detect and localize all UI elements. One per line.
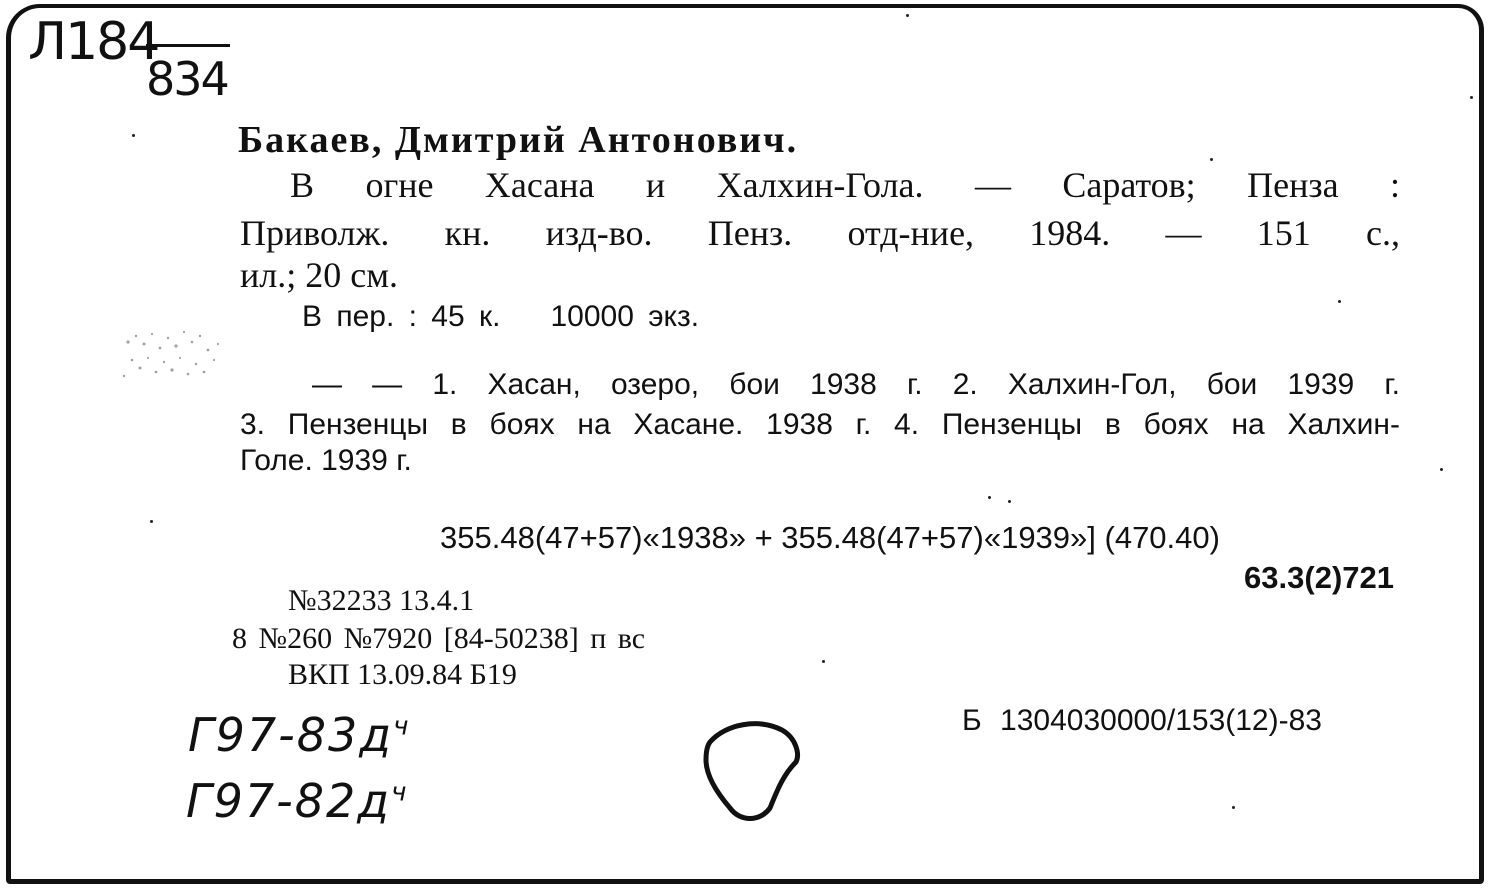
price: В пер. : 45 к. (302, 300, 501, 333)
inventory-number-1-text: Г97-83д (188, 708, 394, 762)
inventory-number-1 (188, 708, 410, 762)
author-heading: Бакаев, Дмитрий Антонович. (238, 119, 799, 161)
speck (1232, 806, 1235, 809)
inventory-number-2-text: Г97-82д (186, 774, 392, 828)
speck (906, 14, 909, 17)
hand-drawn-seal (696, 712, 808, 830)
speck (150, 520, 153, 523)
title-line-3: ил.; 20 см. (240, 255, 398, 295)
inventory-number-1-mark: ч (393, 711, 411, 742)
call-number-divider (146, 44, 230, 47)
print-run: 10000 экз. (550, 300, 700, 333)
call-number-top: Л184 (28, 12, 159, 72)
classification-udc: 355.48(47+57)«1938» + 355.48(47+57)«1939»] (470.40) (440, 520, 1220, 555)
call-number-bottom: 834 (146, 52, 228, 106)
speck (822, 660, 825, 663)
technical-line-3: ВКП 13.09.84 Б19 (288, 658, 517, 691)
speck (1008, 500, 1011, 503)
subject-line-3: Голе. 1939 г. (240, 444, 412, 477)
speck (1210, 158, 1213, 161)
price-line (302, 300, 699, 334)
speck (1338, 300, 1341, 303)
title-line-1: В огне Хасана и Халхин-Гола. — Саратов; Пенза : (290, 165, 1400, 205)
classification-bbk: 63.3(2)721 (1244, 560, 1394, 595)
inventory-number-2 (186, 774, 408, 828)
inventory-number-2-mark: ч (391, 777, 409, 808)
technical-line-2: 8 №260 №7920 [84-50238] п вс (232, 622, 646, 655)
speck (988, 496, 991, 499)
faded-stamp-blot (118, 322, 228, 386)
subject-line-2: 3. Пензенцы в боях на Хасане. 1938 г. 4. Пензенцы в боях на Халхин- (240, 408, 1400, 441)
technical-line-1: №32233 13.4.1 (288, 584, 475, 617)
title-line-2: Приволж. кн. изд-во. Пенз. отд-ние, 1984. — 151 с., (240, 213, 1400, 253)
publisher-code: Б 1304030000/153(12)-83 (962, 704, 1322, 737)
subject-line-1: — — 1. Хасан, озеро, бои 1938 г. 2. Халхин-Гол, бои 1939 г. (312, 368, 1400, 401)
speck (1470, 96, 1473, 99)
speck (1440, 468, 1443, 471)
speck (132, 134, 135, 137)
